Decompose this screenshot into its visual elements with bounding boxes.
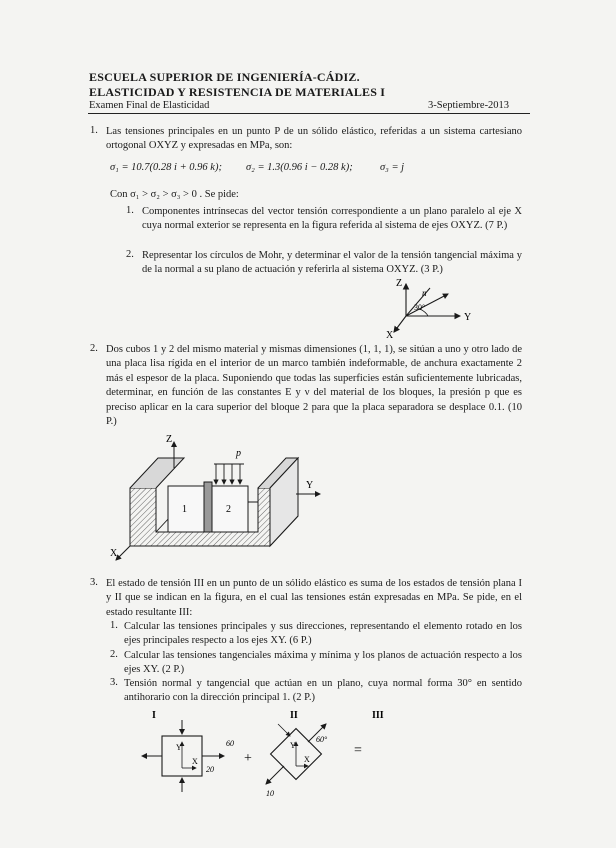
z-axis-label-q2: Z xyxy=(166,434,173,445)
block-2-label: 2 xyxy=(226,504,231,515)
state-ii-x-label: X xyxy=(304,755,310,764)
state-i-label: I xyxy=(152,710,156,721)
q2-block-figure xyxy=(110,428,340,568)
y-axis-label: Y xyxy=(464,312,472,323)
q3-stress-figures xyxy=(140,706,440,816)
block-1-label: 1 xyxy=(182,504,187,515)
q1-item2-number: 2. xyxy=(126,249,134,260)
y-axis-label-q2: Y xyxy=(306,480,314,491)
angle-label: 30° xyxy=(414,303,426,312)
q1-eq-sigma1: σ₁ = 10.7(0.28 i + 0.96 k); xyxy=(110,162,222,173)
q3-item1-number: 1. xyxy=(110,620,118,631)
state-ii-value-10: 10 xyxy=(266,789,274,798)
normal-n-arrow xyxy=(406,294,448,316)
q1-number: 1. xyxy=(90,125,98,136)
state-i-y-label: Y xyxy=(176,743,182,752)
q1-condition: Con σ₁ > σ₂ > σ₃ > 0 . Se pide: xyxy=(110,189,239,200)
q3-item2-number: 2. xyxy=(110,649,118,660)
q3-item2-text: Calcular las tensiones tangenciales máxima y mínima y los planos de actuación respecto a los ejes XY. (2 P.) xyxy=(124,650,522,676)
x-axis-label: X xyxy=(386,330,394,341)
q1-axes-figure xyxy=(370,272,480,342)
q1-item1-text: Componentes intrínsecas del vector tensión correspondiente a un plano paralelo al eje X cuya normal exterior se representa en la figura referida al sistema de ejes OXYZ. (7 P.) xyxy=(142,206,522,232)
pressure-label: p xyxy=(236,448,241,459)
q1-item1-number: 1. xyxy=(126,205,134,216)
q2-number: 2. xyxy=(90,343,98,354)
state-ii-y-label: Y xyxy=(290,741,296,750)
equals-sign: = xyxy=(354,743,362,758)
z-axis-label: Z xyxy=(396,278,403,289)
x-axis-arrow xyxy=(394,316,406,332)
header-rule xyxy=(88,113,530,114)
separator-plate xyxy=(204,482,212,532)
school-name: ESCUELA SUPERIOR DE INGENIERÍA-CÁDIZ. xyxy=(89,70,360,84)
q3-item3-text: Tensión normal y tangencial que actúan en un plano, cuya normal forma 30° en sentido antihorario con la dirección principal 1. (2 P.) xyxy=(124,678,522,704)
q3-number: 3. xyxy=(90,577,98,588)
q1-intro: Las tensiones principales en un punto P de un sólido elástico, referidas a un sistema cartesiano ortogonal OXYZ y expresadas en MPa, son: xyxy=(106,126,522,152)
state-ii-angle: 60° xyxy=(316,735,328,744)
q1-eq-sigma3: σ₃ = j xyxy=(380,162,405,173)
q3-item3-number: 3. xyxy=(110,677,118,688)
state-i-x-label: X xyxy=(192,757,198,766)
q3-item1-text: Calcular las tensiones principales y sus direcciones, representando el elemento rotado en los ejes principales respecto a los ejes XY. (6 P.) xyxy=(124,621,522,647)
q1-eq-sigma2: σ₂ = 1.3(0.96 i − 0.28 k); xyxy=(246,162,353,173)
state-ii-sigma-ll xyxy=(266,766,284,784)
state-ii-label: II xyxy=(290,710,298,721)
normal-label: n xyxy=(422,288,427,298)
exam-title: Examen Final de Elasticidad xyxy=(89,100,210,111)
state-i-value-60: 60 xyxy=(226,739,234,748)
x-axis-label-q2: X xyxy=(110,548,118,559)
q1-item2-text: Representar los círculos de Mohr, y determinar el valor de la tensión tangencial máxima y de la normal a su plano de actuación y referirla al sistema OXYZ. (3 P.) xyxy=(142,250,522,276)
course-name: ELASTICIDAD Y RESISTENCIA DE MATERIALES I xyxy=(89,85,386,99)
state-i-value-20: 20 xyxy=(206,765,214,774)
plus-sign: + xyxy=(244,751,252,766)
state-iii-label: III xyxy=(372,710,384,721)
exam-date: 3-Septiembre-2013 xyxy=(428,100,510,111)
q3-text: El estado de tensión III en un punto de un sólido elástico es suma de los estados de tensión plana I y II que se indican en la figura, en el cual las tensiones están expresadas en MPa. Se pide, en el estado resultante III: xyxy=(106,578,522,618)
q2-text: Dos cubos 1 y 2 del mismo material y mismas dimensiones (1, 1, 1), se sitúan a uno y otro lado de una placa lisa rígida en el interior de un marco también indeformable, de anchura exactamente 2 más el espesor de la placa. Suponiendo que todas las superficies están suficientemente lubricadas, determinar, en función de las constantes E y ν del material de los bloques, la presión p que es preciso aplicar en la cara superior del bloque 2 para que la placa separadora se desplace 0.1. (10 P.) xyxy=(106,344,522,428)
x-axis-arrow-q2 xyxy=(116,546,130,560)
pressure-arrows xyxy=(214,464,244,484)
state-ii-shear-ul xyxy=(278,724,290,736)
